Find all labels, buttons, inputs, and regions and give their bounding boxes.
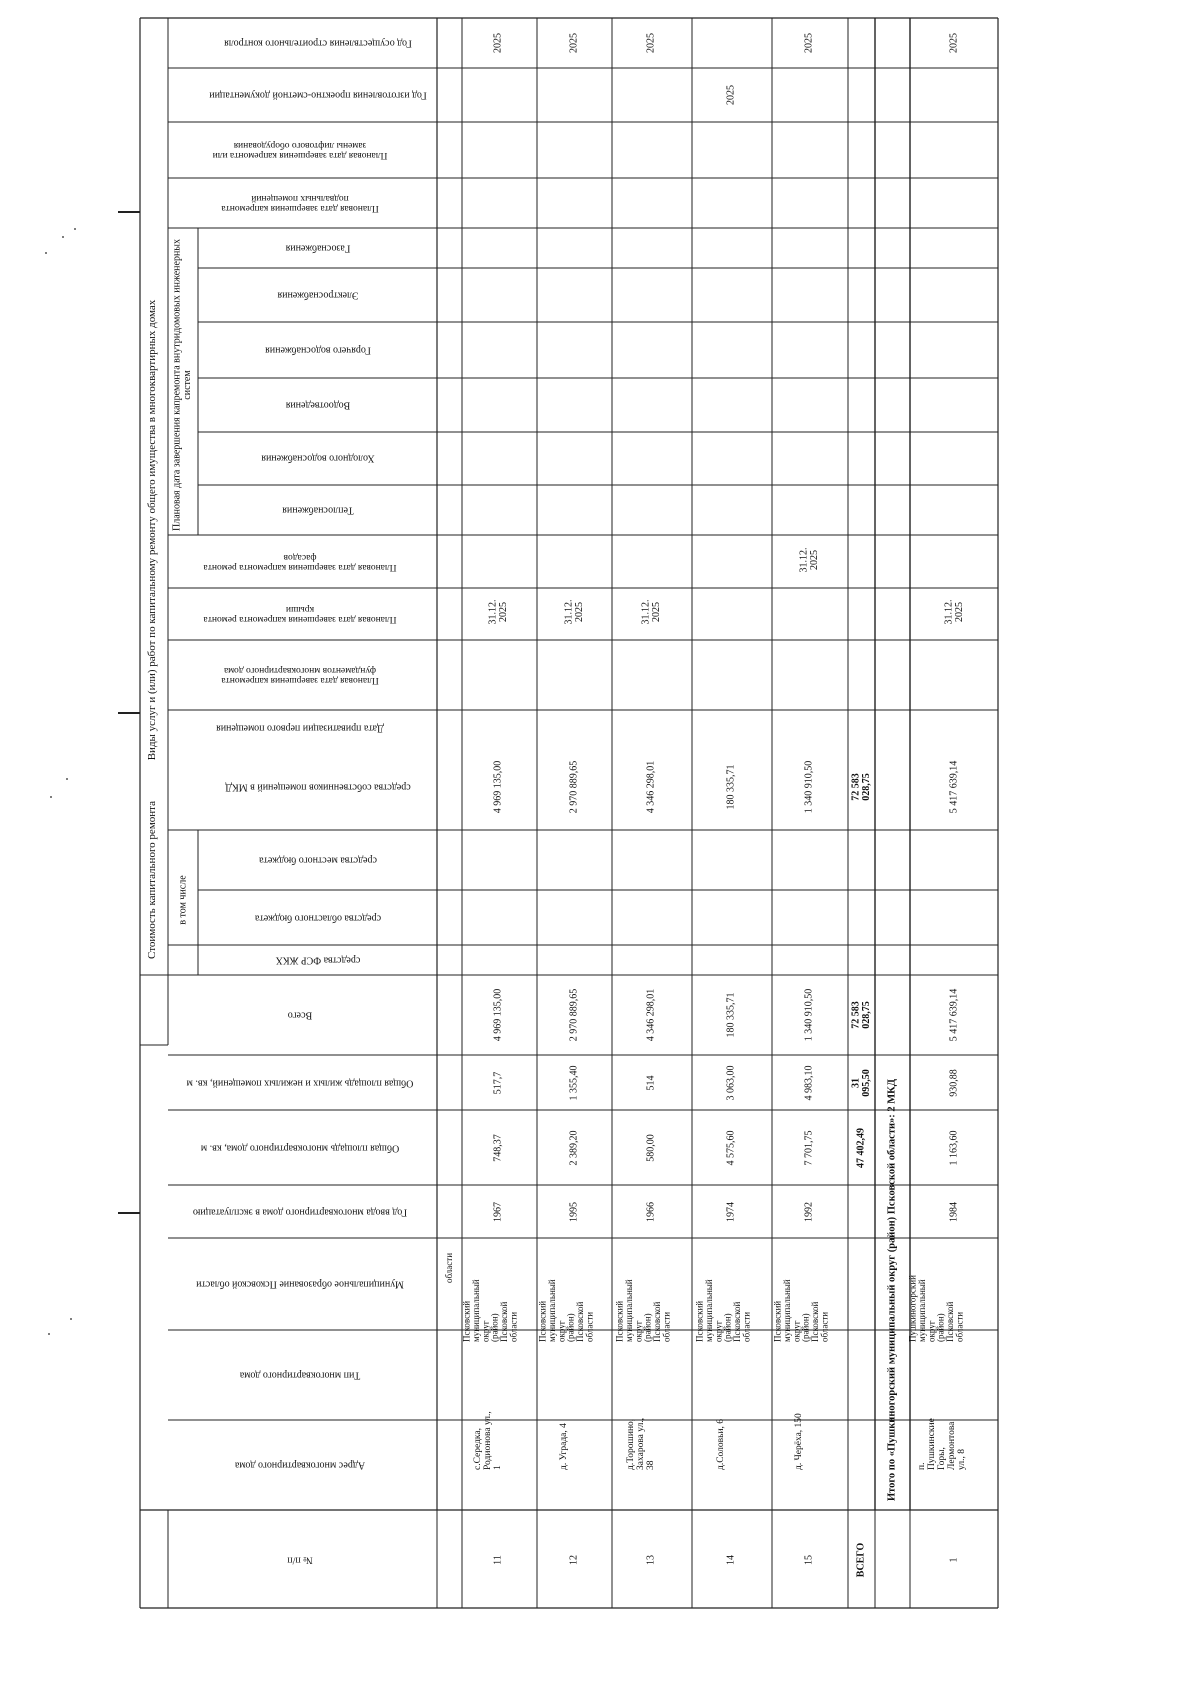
col-header-design-docs: Год изготовления проектно-сметной документации [209,89,427,101]
scan-speck [74,228,76,230]
col-header-control: Год осуществления строительного контроля [224,37,412,49]
row-number: 15 [803,1555,815,1565]
col-header-local: средства местного бюджета [259,854,377,866]
row-cost-total: 180 335,71 [725,992,737,1038]
row-municipality: Псковскиймуниципальныйокруг(район)Псковскойобласти [461,1279,519,1342]
row-roof-date: 31.12.2025 [640,599,662,625]
row-year-built: 1967 [492,1202,504,1222]
row-area-total: 748,37 [492,1134,504,1162]
row2-owners: 5 417 639,14 [948,760,960,814]
row-year-built: 1995 [568,1202,580,1222]
row-cost-total: 4 346 298,01 [645,988,657,1042]
row-address: д. Уграда, 4 [559,1423,569,1470]
row-cost-total: 4 969 135,00 [492,988,504,1042]
row-year-built: 1992 [803,1202,815,1222]
col-header-electric: Электроснабжения [277,289,359,301]
row-area-total: 2 389,20 [568,1130,580,1166]
row-cost-owners: 180 335,71 [725,764,737,810]
total-area-total: 47 402,49 [855,1128,867,1168]
col-header-owners: средства собственников помещений в МКД [225,781,411,793]
scan-speck [45,252,47,254]
col-header-privatization: Дата приватизации первого помещения [216,722,384,734]
row-roof-date: 31.12.2025 [487,599,509,625]
col-header-municipality: Муниципальное образование Псковской области [196,1278,404,1290]
col-header-regional: средства областного бюджета [254,912,382,924]
row2-address: п.ПушкинскиеГоры,Лермонтоваул., 8 [917,1418,967,1470]
row-area-living: 514 [645,1075,657,1091]
row-area-living: 517,7 [492,1071,504,1095]
row-year-built: 1974 [725,1202,737,1222]
col-header-heat: Теплоснабжения [282,504,354,516]
row-number: 14 [725,1555,737,1565]
col-header-basement: Плановая дата завершения капремонтаподвальных помещений [221,193,379,213]
row2-year-built: 1984 [948,1202,960,1222]
row-cost-owners: 2 970 889,65 [568,760,580,814]
row-roof-date: 31.12.2025 [563,599,585,625]
col-header-foundation: Плановая дата завершения капремонтафундаментов многоквартирного дома [221,665,379,685]
row-area-total: 580,00 [645,1134,657,1162]
row-number: 12 [568,1555,580,1565]
group-header-systems: Плановая дата завершения капремонта внутридомовых инженерныхсистем [171,238,193,532]
row-number: 11 [492,1555,504,1565]
col-header-cold-water: Холодного водоснабжения [261,452,375,464]
col-header-facade: Плановая дата завершения капремонта ремонтафасадов [203,552,397,572]
col-header-area-living: Общая площадь жилых и нежилых помещений, кв. м [186,1077,414,1089]
row-municipality: Псковскиймуниципальныйокруг(район)Псковскойобласти [537,1279,595,1342]
col-header-gas: Газоснабжения [285,242,351,254]
row-cost-owners: 4 346 298,01 [645,760,657,814]
scan-speck [62,236,64,238]
total-label: ВСЕГО [855,1542,867,1578]
col-header-fsr: средства ФСР ЖКХ [275,954,361,966]
group-header-including: в том числе [177,875,189,925]
row-address: д.Соловьи, 6 [716,1418,726,1470]
total-area-living: 31095,50 [850,1069,872,1097]
row-control-year: 2025 [645,33,657,53]
row-year-built: 1966 [645,1202,657,1222]
col-header-elevator: Плановая дата завершения капремонта илизамены лифтового оборудования [212,140,388,160]
scan-speck [50,796,52,798]
group-header-works: Виды услуг и (или) работ по капитальному ремонту общего имущества в многоквартирных домах [146,299,158,761]
row2-municipality: Пушкиногорскиймуниципальныйокруг(район)Псковскойобласти [907,1275,965,1342]
col-header-hot-water: Горячего водоснабжения [265,344,371,356]
row-address: д. Черёха, 150 [794,1413,804,1470]
col-header-address: Адрес многоквартирного дома [234,1459,366,1471]
col-header-num: № п/п [287,1554,313,1566]
row-address: с.Середка,Родионова ул.,1 [473,1411,503,1470]
scan-speck [66,778,68,780]
row-area-total: 4 575,60 [725,1130,737,1166]
row2-number: 1 [948,1557,960,1563]
col-header-sewer: Водоотведения [285,399,351,411]
row-cost-total: 2 970 889,65 [568,988,580,1042]
row-area-living: 1 355,40 [568,1065,580,1101]
row-cost-owners: 1 340 910,50 [803,760,815,814]
total-owners: 72 583028,75 [850,773,872,801]
row-municipality: Псковскиймуниципальныйокруг(район)Псковскойобласти [614,1279,672,1342]
row-number: 13 [645,1555,657,1565]
scan-speck [48,1333,50,1335]
group-header-cost: Стоимость капитального ремонта [146,801,158,959]
col-header-type: Тип многоквартирного дома [239,1369,361,1381]
row2-area-living: 930,88 [948,1069,960,1097]
col-header-total: Всего [287,1009,313,1021]
row-municipality: Псковскиймуниципальныйокруг(район)Псковскойобласти [772,1279,830,1342]
scan-speck [70,1318,72,1320]
total-cost-total: 72 583028,75 [850,1001,872,1029]
row-facade-date: 31.12.2025 [798,547,820,573]
section-title: Итого по «Пушкиногорский муниципальный округ (район) Псковской области»: 2 МКД [886,1078,898,1502]
row2-cost-total: 5 417 639,14 [948,988,960,1042]
row-municipality: Псковскиймуниципальныйокруг(район)Псковскойобласти [694,1279,752,1342]
row-area-living: 4 983,10 [803,1065,815,1101]
row-control-year: 2025 [803,33,815,53]
col-header-year-built: Год ввода многоквартирного дома в эксплуатацию [192,1206,408,1218]
row2-control-year: 2025 [948,33,960,53]
row-area-living: 3 063,00 [725,1065,737,1101]
col-header-area-total: Общая площадь многоквартирного дома, кв. м [200,1142,400,1154]
row2-area-total: 1 163,60 [948,1130,960,1166]
row-control-year: 2025 [568,33,580,53]
row2-roof-date: 31.12.2025 [943,599,965,625]
fragment-municipality: области [444,1252,454,1284]
row-address: д.Торошино,Захарова ул.,38 [626,1417,656,1470]
col-header-roof: Плановая дата завершения капремонта ремонтакрыши [203,604,397,624]
row-control-year: 2025 [492,33,504,53]
row-cost-owners: 4 969 135,00 [492,760,504,814]
row-area-total: 7 701,75 [803,1130,815,1166]
row-design-year: 2025 [725,85,737,105]
row-cost-total: 1 340 910,50 [803,988,815,1042]
